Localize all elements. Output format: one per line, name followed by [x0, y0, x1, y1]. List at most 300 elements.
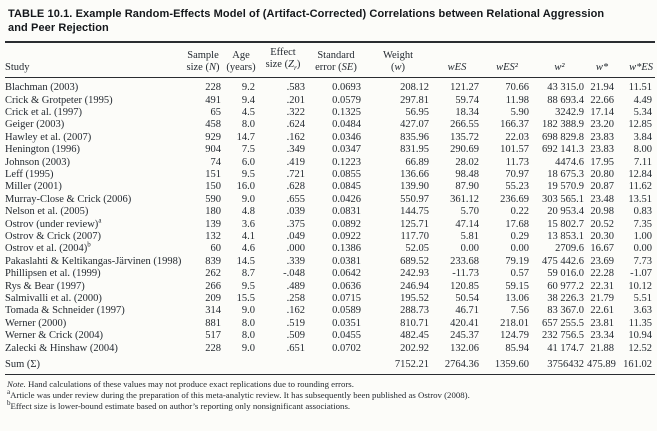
value-cell: 98.48: [455, 168, 479, 180]
value-cell: .651: [286, 342, 305, 354]
sum-row: [5, 355, 655, 374]
value-cell: .721: [286, 168, 305, 180]
value-cell: 28.02: [455, 156, 479, 168]
value-cell: 266: [205, 280, 221, 292]
value-cell: 70.66: [505, 82, 529, 94]
value-cell: 835.96: [400, 131, 429, 143]
sum-value-cell: 1359.60: [494, 359, 529, 371]
value-cell: 1.00: [633, 230, 652, 242]
header-text: SE: [341, 62, 354, 74]
value-cell: 5.81: [460, 230, 479, 242]
table-row: [5, 243, 655, 255]
value-cell: 59.15: [505, 280, 529, 292]
value-cell: -11.73: [452, 268, 479, 280]
footnote: [7, 398, 653, 412]
value-cell: 38 226.3: [547, 293, 584, 304]
value-cell: 0.0636: [332, 280, 361, 292]
value-cell: 475 442.6: [542, 255, 584, 267]
value-cell: 8.00: [633, 144, 652, 156]
data-table: [5, 43, 655, 374]
value-cell: 83 367.0: [547, 305, 584, 317]
value-cell: 839: [205, 255, 221, 267]
value-cell: 0.0892: [332, 218, 361, 230]
value-cell: 2709.6: [555, 243, 584, 255]
value-cell: 22.03: [505, 131, 529, 143]
header-line: [258, 59, 308, 74]
value-cell: 19 570.9: [547, 181, 584, 193]
study-cell: Hawley et al. (2007): [5, 131, 92, 143]
value-cell: 180: [205, 206, 221, 218]
header-line: [182, 50, 224, 62]
value-cell: 135.72: [450, 131, 479, 143]
value-cell: 0.0922: [332, 230, 361, 242]
value-cell: 0.29: [510, 230, 529, 242]
header-text: (years): [226, 62, 256, 74]
sum-value-cell: [224, 355, 258, 374]
column-header-study: [5, 43, 182, 78]
value-cell: 15 802.7: [547, 218, 584, 230]
table-row: [5, 95, 655, 107]
value-cell: 4474.6: [555, 156, 584, 168]
table-footer: [5, 355, 655, 374]
value-cell: 23.81: [590, 317, 614, 329]
value-cell: 50.54: [455, 293, 479, 304]
study-cell: Tomada & Schneider (1997): [5, 305, 125, 317]
value-cell: 43 315.0: [547, 82, 584, 94]
value-cell: 0.1386: [332, 243, 361, 255]
table-title: [5, 5, 655, 41]
value-cell: .349: [286, 144, 305, 156]
value-cell: 0.0455: [332, 330, 361, 342]
value-cell: 692 141.3: [542, 144, 584, 156]
value-cell: 9.0: [241, 305, 255, 317]
header-text: w*: [595, 62, 609, 74]
table-row: [5, 219, 655, 231]
value-cell: 491: [205, 94, 221, 106]
column-header-wstar: [587, 43, 617, 78]
value-cell: 7.35: [633, 218, 652, 230]
header-text: Sample: [187, 50, 219, 62]
table-row: [5, 256, 655, 268]
value-cell: 7.73: [633, 255, 652, 267]
value-cell: 881: [205, 317, 221, 329]
value-cell: 74: [210, 156, 221, 168]
value-cell: 125.71: [400, 218, 429, 230]
value-cell: 517: [205, 330, 221, 342]
value-cell: 18.34: [455, 106, 479, 118]
header-line: [432, 62, 482, 74]
value-cell: 236.69: [500, 193, 529, 205]
value-cell: 9.2: [241, 82, 255, 94]
value-cell: 17.68: [505, 218, 529, 230]
value-cell: 22.31: [590, 280, 614, 292]
value-cell: 13.51: [628, 193, 652, 205]
value-cell: 202.92: [400, 342, 429, 354]
header-text: w*ES: [629, 62, 653, 74]
footnote: [7, 390, 653, 401]
value-cell: 266.55: [450, 119, 479, 131]
footnote-marker: b: [7, 398, 11, 407]
study-cell: Phillipsen et al. (1999): [5, 268, 101, 280]
value-cell: 5.34: [633, 106, 652, 118]
header-line: [5, 62, 182, 74]
value-cell: 139: [205, 218, 221, 230]
column-header-w2: [532, 43, 587, 78]
value-cell: 21.79: [590, 293, 614, 304]
header-text: Study: [5, 62, 30, 74]
sum-value-cell: [182, 355, 224, 374]
value-cell: 0.0579: [332, 94, 361, 106]
value-cell: 6.0: [241, 156, 255, 168]
value-cell: 18 675.3: [547, 168, 584, 180]
header-text: ): [296, 59, 301, 70]
header-text: ): [215, 62, 220, 74]
value-cell: .162: [286, 305, 305, 317]
value-cell: 8.7: [241, 268, 255, 280]
value-cell: 15.5: [236, 293, 255, 304]
sum-label: Sum (Σ): [5, 359, 40, 371]
header-text: r: [293, 63, 297, 73]
header-line: [587, 62, 617, 74]
value-cell: 124.79: [500, 330, 529, 342]
value-cell: 144.75: [400, 206, 429, 218]
value-cell: 20 953.4: [547, 206, 584, 218]
value-cell: 0.0855: [332, 168, 361, 180]
value-cell: 23.69: [590, 255, 614, 267]
value-cell: 132: [205, 230, 221, 242]
value-cell: 166.37: [500, 119, 529, 131]
value-cell: 23.20: [590, 119, 614, 131]
value-cell: 23.83: [590, 131, 614, 143]
footnote-marker: a: [7, 388, 11, 397]
table-row: [5, 305, 655, 317]
study-cell: Pakaslahti & Keltikangas-Järvinen (1998): [5, 255, 182, 267]
value-cell: 246.94: [400, 280, 429, 292]
study-cell: Blachman (2003): [5, 82, 79, 94]
value-cell: 0.0347: [332, 144, 361, 156]
value-cell: 233.68: [450, 255, 479, 267]
value-cell: 0.0845: [332, 181, 361, 193]
header-text: wES²: [496, 62, 518, 74]
value-cell: .258: [286, 293, 305, 304]
table-row: [5, 169, 655, 181]
value-cell: 88 693.4: [547, 94, 584, 106]
header-text: error (: [315, 62, 342, 74]
value-cell: 0.0589: [332, 305, 361, 317]
study-cell: Henington (1996): [5, 144, 80, 156]
value-cell: 11.73: [505, 156, 529, 168]
value-cell: 482.45: [400, 330, 429, 342]
study-cell: Werner (2000): [5, 317, 67, 329]
value-cell: 5.70: [460, 206, 479, 218]
table-row: [5, 206, 655, 218]
value-cell: 7.5: [241, 144, 255, 156]
value-cell: 101.57: [500, 144, 529, 156]
value-cell: 5.51: [633, 293, 652, 304]
header-line: [182, 62, 224, 74]
value-cell: 0.00: [460, 243, 479, 255]
value-cell: 228: [205, 82, 221, 94]
value-cell: .000: [286, 243, 305, 255]
footnote-text: Article was under review during the preparation of this meta-analytic review. It has subsequently been published as Ostrov (2008).: [10, 390, 470, 401]
value-cell: .339: [286, 255, 305, 267]
table-title-line: TABLE 10.1. Example Random-Effects Model of (Artifact-Corrected) Correlations between Relational Aggression: [8, 8, 605, 20]
header-text: Age: [232, 50, 250, 62]
value-cell: 245.37: [450, 330, 479, 342]
value-cell: 0.0426: [332, 193, 361, 205]
value-cell: 8.0: [241, 330, 255, 342]
value-cell: 929: [205, 131, 221, 143]
value-cell: -1.07: [630, 268, 652, 280]
value-cell: .375: [286, 218, 305, 230]
value-cell: -.048: [283, 268, 305, 280]
value-cell: 150: [205, 181, 221, 193]
value-cell: 120.85: [450, 280, 479, 292]
value-cell: 17.14: [590, 106, 614, 118]
value-cell: 9.0: [241, 193, 255, 205]
table-header-row: [5, 43, 655, 78]
footnote-text: Effect size is lower-bound estimate based on author’s reporting only nonsignificant associations.: [10, 400, 351, 411]
study-cell: Leff (1995): [5, 168, 54, 180]
table-row: [5, 268, 655, 280]
value-cell: 3.84: [633, 131, 652, 143]
header-line: [308, 62, 364, 74]
value-cell: 13 853.1: [547, 230, 584, 242]
value-cell: 12.85: [628, 119, 652, 131]
value-cell: 262: [205, 268, 221, 280]
value-cell: 87.90: [455, 181, 479, 193]
value-cell: 0.1223: [332, 156, 361, 168]
value-cell: 60: [210, 243, 221, 255]
value-cell: .509: [286, 330, 305, 342]
value-cell: 0.0346: [332, 131, 361, 143]
value-cell: 79.19: [505, 255, 529, 267]
value-cell: 23.83: [590, 144, 614, 156]
value-cell: 904: [205, 144, 221, 156]
value-cell: .322: [286, 106, 305, 118]
header-line: [364, 62, 432, 74]
value-cell: 14.5: [236, 255, 255, 267]
header-line: [482, 62, 532, 74]
header-text: w: [394, 62, 402, 74]
table-row: [5, 293, 655, 305]
value-cell: 3.63: [633, 305, 652, 317]
value-cell: 9.5: [241, 280, 255, 292]
table-title-line: and Peer Rejection: [8, 21, 109, 34]
header-line: [308, 50, 364, 62]
value-cell: 9.5: [241, 168, 255, 180]
footnote-marker: b: [87, 240, 91, 249]
table-row: [5, 119, 655, 131]
value-cell: 0.00: [510, 243, 529, 255]
value-cell: 242.93: [400, 268, 429, 280]
value-cell: 11.51: [628, 82, 652, 94]
value-cell: 810.71: [400, 317, 429, 329]
value-cell: 136.66: [400, 168, 429, 180]
header-line: [224, 50, 258, 62]
value-cell: 121.27: [450, 82, 479, 94]
sum-value-cell: 2764.36: [444, 359, 479, 371]
study-cell: Ostrov et al. $(2004)^b$: [5, 240, 91, 255]
value-cell: 550.97: [400, 193, 429, 205]
header-text: (: [390, 62, 395, 74]
table-row: [5, 318, 655, 330]
column-header-standard-error: [308, 43, 364, 78]
value-cell: .049: [286, 230, 305, 242]
header-text: Weight: [382, 50, 414, 62]
value-cell: 8.0: [241, 317, 255, 329]
value-cell: 361.12: [450, 193, 479, 205]
value-cell: 657 255.5: [542, 317, 584, 329]
value-cell: 3242.9: [555, 106, 584, 118]
table-body: [5, 78, 655, 355]
value-cell: 22.61: [590, 305, 614, 317]
value-cell: .519: [286, 317, 305, 329]
column-header-effect-size: [258, 43, 308, 78]
table-row: [5, 144, 655, 156]
footnote-marker: a: [98, 216, 102, 225]
value-cell: 195.52: [400, 293, 429, 304]
column-header-wES2: [482, 43, 532, 78]
value-cell: 0.0831: [332, 206, 361, 218]
value-cell: 59 016.0: [547, 268, 584, 280]
value-cell: 65: [210, 106, 221, 118]
column-header-wES: [432, 43, 482, 78]
column-header-weight: [364, 43, 432, 78]
table-row: [5, 194, 655, 206]
value-cell: .624: [286, 119, 305, 131]
value-cell: 458: [205, 119, 221, 131]
header-line: [532, 62, 587, 74]
study-cell: Geiger (2003): [5, 119, 65, 131]
value-cell: 47.14: [455, 218, 479, 230]
value-cell: 4.1: [241, 230, 255, 242]
value-cell: 12.84: [628, 168, 652, 180]
sum-value-cell: 3756432: [547, 359, 584, 371]
table-row: [5, 132, 655, 144]
value-cell: 209: [205, 293, 221, 304]
study-cell: Murray-Close & Crick (2006): [5, 193, 132, 205]
value-cell: 4.6: [241, 243, 255, 255]
study-cell: Crick & Grotpeter (1995): [5, 94, 113, 106]
value-cell: 20.98: [590, 206, 614, 218]
header-line: [364, 50, 432, 62]
value-cell: 0.0351: [332, 317, 361, 329]
value-cell: 85.94: [505, 342, 529, 354]
value-cell: .419: [286, 156, 305, 168]
value-cell: 10.12: [628, 280, 652, 292]
table-row: [5, 157, 655, 169]
value-cell: 117.70: [400, 230, 429, 242]
value-cell: 41 174.7: [547, 342, 584, 354]
value-cell: .039: [286, 206, 305, 218]
value-cell: 10.94: [628, 330, 652, 342]
value-cell: 698 829.8: [542, 131, 584, 143]
value-cell: 4.8: [241, 206, 255, 218]
study-cell: Werner & Crick (2004): [5, 330, 103, 342]
value-cell: 22.66: [590, 94, 614, 106]
value-cell: 0.1325: [332, 106, 361, 118]
value-cell: 3.6: [241, 218, 255, 230]
value-cell: 0.0381: [332, 255, 361, 267]
column-header-wstarES: [617, 43, 655, 78]
header-text: Effect: [270, 47, 296, 58]
value-cell: 0.57: [510, 268, 529, 280]
value-cell: 21.88: [590, 342, 614, 354]
sum-value-cell: 161.02: [623, 359, 652, 371]
study-cell: Nelson et al. (2005): [5, 206, 89, 218]
value-cell: .162: [286, 131, 305, 143]
study-cell: Crick et al. (1997): [5, 106, 82, 118]
value-cell: 0.0642: [332, 268, 361, 280]
header-text: size (: [265, 59, 289, 70]
value-cell: 297.81: [400, 94, 429, 106]
header-text: wES: [447, 62, 467, 74]
value-cell: 11.98: [505, 94, 529, 106]
value-cell: 20.87: [590, 181, 614, 193]
value-cell: 5.90: [510, 106, 529, 118]
value-cell: 288.73: [400, 305, 429, 317]
value-cell: 20.30: [590, 230, 614, 242]
value-cell: 590: [205, 193, 221, 205]
value-cell: 232 756.5: [542, 330, 584, 342]
value-cell: 66.89: [405, 156, 429, 168]
study-cell: Zalecki & Hinshaw (2004): [5, 342, 118, 354]
study-cell: Salmivalli et al. (2000): [5, 293, 102, 304]
value-cell: 4.49: [633, 94, 652, 106]
header-text: Z: [288, 59, 294, 70]
study-cell: Miller (2001): [5, 181, 62, 193]
value-cell: .628: [286, 181, 305, 193]
table-row: [5, 231, 655, 243]
value-cell: 17.95: [590, 156, 614, 168]
value-cell: .201: [286, 94, 305, 106]
header-text: ): [353, 62, 357, 74]
value-cell: 20.52: [590, 218, 614, 230]
value-cell: 290.69: [450, 144, 479, 156]
note-label: Note.: [7, 379, 26, 390]
value-cell: 0.00: [633, 243, 652, 255]
value-cell: 0.83: [633, 206, 652, 218]
header-line: [617, 62, 653, 74]
sum-value-cell: [258, 355, 308, 374]
value-cell: 427.07: [400, 119, 429, 131]
value-cell: 689.52: [400, 255, 429, 267]
value-cell: 59.74: [455, 94, 479, 106]
value-cell: 9.0: [241, 342, 255, 354]
sum-value-cell: 475.89: [587, 359, 616, 371]
value-cell: 9.4: [241, 94, 255, 106]
value-cell: 20.80: [590, 168, 614, 180]
value-cell: 13.06: [505, 293, 529, 304]
value-cell: 208.12: [400, 82, 429, 94]
header-text: Standard: [317, 50, 355, 62]
value-cell: 7.56: [510, 305, 529, 317]
value-cell: 314: [205, 305, 221, 317]
study-cell: Johnson (2003): [5, 156, 71, 168]
study-cell: Rys & Bear (1997): [5, 280, 85, 292]
table-row: [5, 78, 655, 95]
value-cell: 303 565.1: [542, 193, 584, 205]
value-cell: 139.90: [400, 181, 429, 193]
table-row: [5, 107, 655, 119]
value-cell: 151: [205, 168, 221, 180]
value-cell: .489: [286, 280, 305, 292]
value-cell: 0.22: [510, 206, 529, 218]
value-cell: 4.5: [241, 106, 255, 118]
table-row: [5, 281, 655, 293]
value-cell: 0.0484: [332, 119, 361, 131]
